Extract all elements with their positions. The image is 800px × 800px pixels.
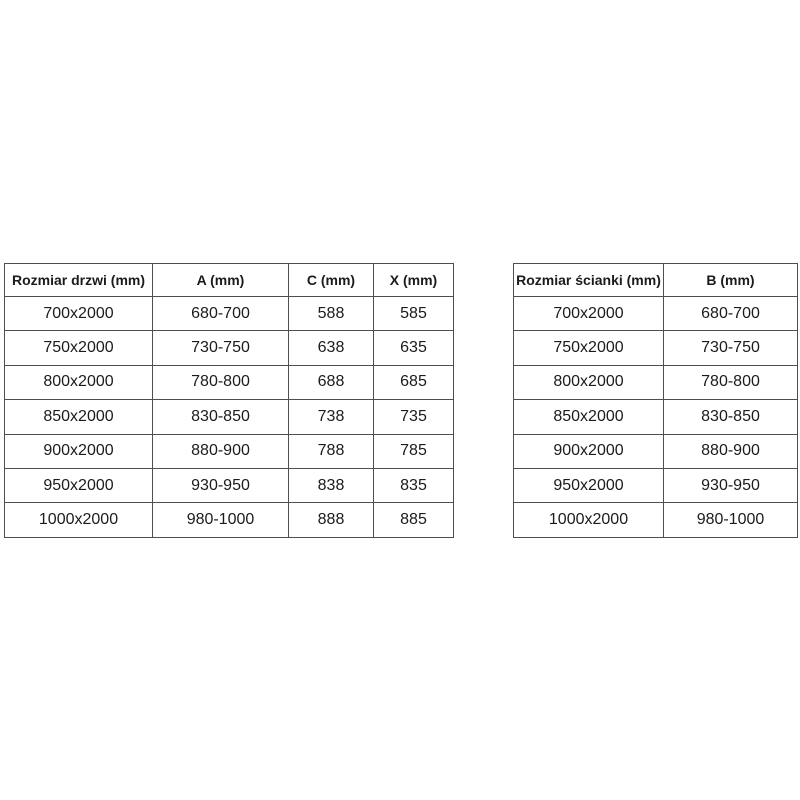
table-cell: 830-850 [153, 400, 289, 434]
table-cell: 785 [374, 434, 454, 468]
table-row [5, 468, 454, 502]
table-cell: 1000x2000 [5, 503, 153, 537]
table-cell: 635 [374, 331, 454, 365]
wall-table-header-row [514, 264, 798, 297]
header-cell-door-size: Rozmiar drzwi (mm) [5, 264, 153, 297]
table-cell: 980-1000 [664, 503, 798, 537]
table-cell: 730-750 [664, 331, 798, 365]
doors-size-table [4, 263, 454, 538]
table-row [514, 468, 798, 502]
table-cell: 1000x2000 [514, 503, 664, 537]
table-row [5, 365, 454, 399]
table-cell: 588 [289, 297, 374, 331]
table-cell: 750x2000 [514, 331, 664, 365]
table-cell: 680-700 [153, 297, 289, 331]
table-cell: 680-700 [664, 297, 798, 331]
table-row [514, 331, 798, 365]
table-cell: 585 [374, 297, 454, 331]
table-row [514, 400, 798, 434]
table-cell: 900x2000 [5, 434, 153, 468]
table-row [514, 434, 798, 468]
table-cell: 930-950 [153, 468, 289, 502]
table-cell: 750x2000 [5, 331, 153, 365]
table-cell: 800x2000 [5, 365, 153, 399]
table-cell: 900x2000 [514, 434, 664, 468]
table-cell: 780-800 [153, 365, 289, 399]
table-cell: 880-900 [153, 434, 289, 468]
header-cell-x: X (mm) [374, 264, 454, 297]
table-row [5, 434, 454, 468]
table-cell: 688 [289, 365, 374, 399]
table-cell: 700x2000 [5, 297, 153, 331]
table-row [5, 400, 454, 434]
doors-table-header-row [5, 264, 454, 297]
table-row [514, 297, 798, 331]
table-cell: 780-800 [664, 365, 798, 399]
table-cell: 700x2000 [514, 297, 664, 331]
table-cell: 835 [374, 468, 454, 502]
table-cell: 880-900 [664, 434, 798, 468]
table-row [514, 503, 798, 537]
header-cell-wall-size: Rozmiar ścianki (mm) [514, 264, 664, 297]
header-cell-c: C (mm) [289, 264, 374, 297]
table-cell: 885 [374, 503, 454, 537]
table-cell: 738 [289, 400, 374, 434]
table-cell: 980-1000 [153, 503, 289, 537]
table-cell: 888 [289, 503, 374, 537]
table-cell: 730-750 [153, 331, 289, 365]
table-cell: 930-950 [664, 468, 798, 502]
table-cell: 950x2000 [514, 468, 664, 502]
table-cell: 850x2000 [5, 400, 153, 434]
table-row [5, 297, 454, 331]
table-row [514, 365, 798, 399]
table-cell: 788 [289, 434, 374, 468]
table-cell: 838 [289, 468, 374, 502]
table-cell: 735 [374, 400, 454, 434]
table-cell: 830-850 [664, 400, 798, 434]
table-cell: 850x2000 [514, 400, 664, 434]
header-cell-b: B (mm) [664, 264, 798, 297]
table-cell: 800x2000 [514, 365, 664, 399]
header-cell-a: A (mm) [153, 264, 289, 297]
table-cell: 638 [289, 331, 374, 365]
table-row [5, 331, 454, 365]
table-row [5, 503, 454, 537]
table-cell: 950x2000 [5, 468, 153, 502]
wall-panel-size-table [513, 263, 798, 538]
table-cell: 685 [374, 365, 454, 399]
